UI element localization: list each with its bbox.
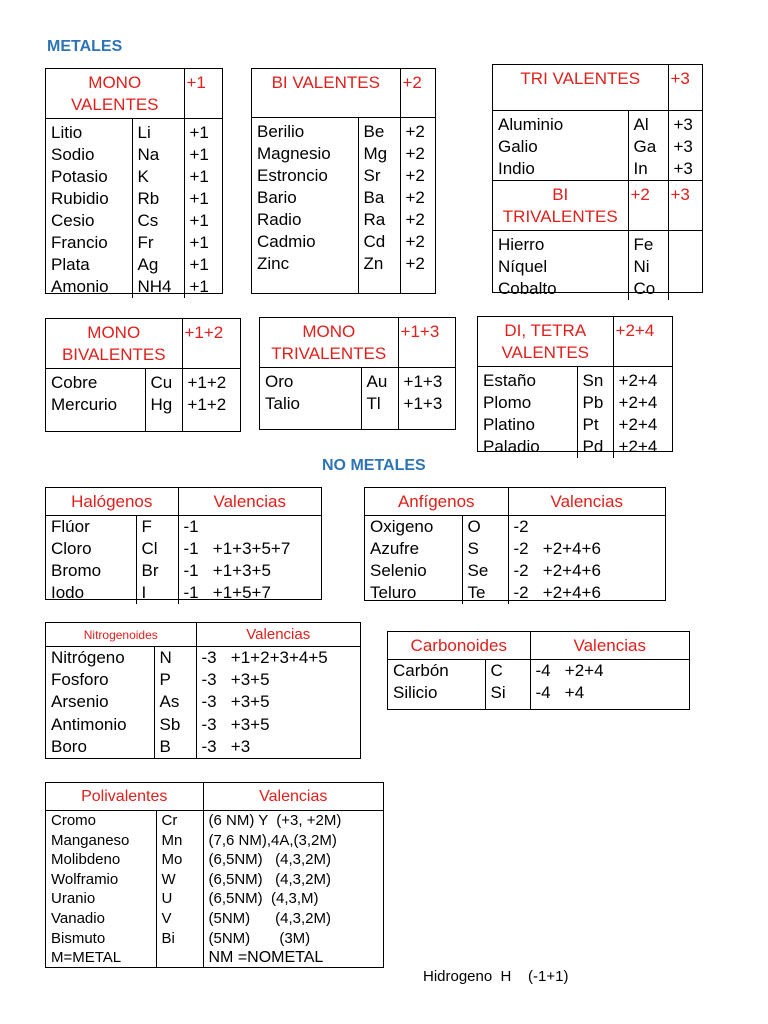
element-valence: +1 <box>184 276 222 298</box>
element-valence: -2 +2+4+6 <box>508 560 665 582</box>
element-name: Cesio <box>51 211 95 230</box>
element-name: Vanadio <box>51 909 105 927</box>
element-valence: (5NM) (4,3,2M) <box>203 909 383 929</box>
element-name: Hierro <box>498 234 545 254</box>
element-name: Oxigeno <box>370 517 434 536</box>
element-symbol: Pt <box>577 414 613 436</box>
element-symbol: Fe <box>628 230 668 256</box>
element-name: Cadmio <box>257 231 316 251</box>
table-trivalentes <box>492 64 703 298</box>
element-name: Manganeso <box>51 831 130 849</box>
element-valence: -3 +1+2+3+4+5 <box>196 647 360 670</box>
element-symbol: Ni <box>628 256 668 278</box>
element-name: Cobalto <box>498 278 557 298</box>
element-valence: +1 <box>184 144 222 166</box>
element-name: Indio <box>498 158 535 178</box>
section-title-metales: METALES <box>47 38 123 55</box>
element-name: Bismuto <box>51 929 106 947</box>
element-name: Selenio <box>370 561 427 580</box>
element-name: Flúor <box>51 517 90 536</box>
element-symbol: Hg <box>145 394 182 416</box>
header-di-tetravalentes: DI, TETRA VALENTES <box>478 317 613 367</box>
element-valence: -2 <box>508 516 665 539</box>
element-symbol: Ra <box>358 209 400 231</box>
element-symbol: S <box>462 538 508 560</box>
element-symbol: W <box>156 870 203 890</box>
header-polivalentes: Polivalentes <box>46 783 203 811</box>
element-symbol: Pb <box>577 392 613 414</box>
element-name: Potasio <box>51 167 108 186</box>
element-symbol: K <box>132 166 184 188</box>
legend-nometal: NM =NOMETAL <box>203 948 383 968</box>
element-valence: +1 <box>184 232 222 254</box>
element-valence: +2 <box>400 165 435 187</box>
header-anfigenos: Anfígenos <box>365 488 508 516</box>
table-carbonoides <box>387 631 690 710</box>
header-valence-b: +3 <box>668 180 702 230</box>
element-name: Wolframio <box>51 870 119 888</box>
header-valencias: Valencias <box>203 783 383 811</box>
element-valence: (7,6 NM),4A,(3,2M) <box>203 831 383 851</box>
element-name: Silicio <box>393 683 438 702</box>
element-valence: +2 <box>400 231 435 253</box>
element-name: Litio <box>51 123 83 142</box>
element-valence: -1 +1+3+5 <box>178 560 321 582</box>
element-symbol: Cs <box>132 210 184 232</box>
element-symbol: F <box>136 516 178 539</box>
header-mono-bivalentes: MONO BIVALENTES <box>46 319 182 369</box>
element-name: Mercurio <box>51 395 118 414</box>
table-di-tetravalentes <box>477 316 673 456</box>
legend-metal: M=METAL <box>51 949 122 967</box>
header-monovalentes: MONO VALENTES <box>46 69 184 119</box>
header-trivalentes: TRI VALENTES <box>493 65 668 110</box>
element-valence: (6,5NM) (4,3,M) <box>203 889 383 909</box>
element-name: Zinc <box>257 253 290 273</box>
header-carbonoides: Carbonoides <box>388 632 530 660</box>
element-valence: +1+3 <box>398 393 455 415</box>
element-symbol: As <box>154 691 196 713</box>
element-name: Carbón <box>393 661 449 680</box>
element-valence: (5NM) (3M) <box>203 929 383 949</box>
header-valence: +3 <box>668 65 702 110</box>
element-valence: -3 +3+5 <box>196 669 360 691</box>
element-valence: (6,5NM) (4,3,2M) <box>203 870 383 890</box>
element-name: Cromo <box>51 812 97 829</box>
element-valence: +1 <box>184 188 222 210</box>
element-valence: +3 <box>668 110 702 136</box>
element-name: Berilio <box>257 121 305 141</box>
element-name: Molibdeno <box>51 851 121 869</box>
element-symbol: Cr <box>156 811 203 831</box>
table-nitrogenoides <box>45 622 361 759</box>
element-symbol: Ga <box>628 136 668 158</box>
element-valence: -2 +2+4+6 <box>508 538 665 560</box>
element-symbol: Sr <box>358 165 400 187</box>
element-symbol: Fr <box>132 232 184 254</box>
element-name: Galio <box>498 136 538 156</box>
element-valence: +2+4 <box>613 367 672 393</box>
header-valencias: Valencias <box>178 488 321 516</box>
element-name: Azufre <box>370 539 420 558</box>
element-valence: -3 +3+5 <box>196 714 360 736</box>
element-symbol: N <box>154 647 196 670</box>
element-name: Sodio <box>51 145 95 164</box>
element-symbol: U <box>156 889 203 909</box>
header-halogenos: Halógenos <box>46 488 178 516</box>
element-symbol: Pd <box>577 436 613 458</box>
element-symbol: Na <box>132 144 184 166</box>
element-symbol: Be <box>358 117 400 143</box>
header-valence: +2+4 <box>613 317 672 367</box>
table-mono-trivalentes <box>259 317 456 430</box>
table-halogenos <box>45 487 322 600</box>
element-name: Iodo <box>51 583 85 602</box>
element-valence: +1 <box>184 166 222 188</box>
element-valence: +2+4 <box>613 436 672 458</box>
header-valencias: Valencias <box>530 632 689 660</box>
element-valence: +1+2 <box>182 394 240 416</box>
element-symbol: Sb <box>154 714 196 736</box>
table-bivalentes <box>251 68 436 294</box>
header-valencias: Valencias <box>508 488 665 516</box>
header-valence-a: +2 <box>628 180 668 230</box>
element-valence: -4 +2+4 <box>530 660 689 683</box>
element-name: Uranio <box>51 890 96 908</box>
element-name: Rubidio <box>51 189 109 208</box>
element-symbol: Ba <box>358 187 400 209</box>
element-valence: +1 <box>184 119 222 145</box>
element-symbol: I <box>136 582 178 604</box>
element-name: Níquel <box>498 256 548 276</box>
element-symbol: Co <box>628 278 668 300</box>
header-valence: +1+3 <box>398 318 455 368</box>
section-title-no-metales: NO METALES <box>322 457 426 474</box>
element-symbol: Sn <box>577 367 613 393</box>
element-symbol: Mg <box>358 143 400 165</box>
element-symbol: P <box>154 669 196 691</box>
element-symbol: Br <box>136 560 178 582</box>
element-valence: +1 <box>184 210 222 232</box>
table-monovalentes <box>45 68 223 294</box>
element-symbol: Au <box>361 368 398 394</box>
element-name: Teluro <box>370 583 417 602</box>
element-name: Boro <box>51 736 87 756</box>
element-symbol: Mn <box>156 831 203 851</box>
element-symbol: Te <box>462 582 508 604</box>
element-name: Aluminio <box>498 114 564 134</box>
element-valence: (6 NM) Y (+3, +2M) <box>203 811 383 831</box>
element-symbol: Bi <box>156 929 203 949</box>
element-name: Nitrógeno <box>51 648 125 667</box>
element-name: Plata <box>51 255 90 274</box>
element-valence: -1 +1+3+5+7 <box>178 538 321 560</box>
element-valence: +3 <box>668 136 702 158</box>
header-valence: +2 <box>400 69 435 117</box>
element-symbol <box>156 948 203 968</box>
element-name: Oro <box>265 372 294 391</box>
element-valence: +2+4 <box>613 392 672 414</box>
table-polivalentes <box>45 782 384 968</box>
element-valence: +1 <box>184 254 222 276</box>
element-symbol: Cl <box>136 538 178 560</box>
element-symbol: Rb <box>132 188 184 210</box>
header-valence: +1 <box>184 69 222 119</box>
element-valence: -1 +1+5+7 <box>178 582 321 604</box>
header-nitrogenoides: Nitrogenoides <box>46 623 196 647</box>
header-mono-trivalentes: MONO TRIVALENTES <box>260 318 398 368</box>
element-symbol: NH4 <box>132 276 184 298</box>
header-valencias: Valencias <box>196 623 360 647</box>
element-name: Fosforo <box>51 670 109 690</box>
element-name: Radio <box>257 209 302 229</box>
table-anfigenos <box>364 487 666 601</box>
element-name: Bromo <box>51 561 102 580</box>
hidrogeno-note: Hidrogeno H (-1+1) <box>423 968 569 985</box>
element-symbol: V <box>156 909 203 929</box>
element-name: Paladio <box>483 437 540 456</box>
element-symbol: Si <box>485 682 530 704</box>
element-valence: -4 +4 <box>530 682 689 704</box>
element-symbol: Mo <box>156 850 203 870</box>
element-symbol: Ag <box>132 254 184 276</box>
element-valence: -2 +2+4+6 <box>508 582 665 604</box>
element-symbol: Tl <box>361 393 398 415</box>
element-name: Cloro <box>51 539 92 558</box>
table-mono-bivalentes <box>45 318 241 432</box>
element-name: Platino <box>483 415 535 434</box>
element-valence: +3 <box>668 158 702 181</box>
element-symbol: Al <box>628 110 668 136</box>
element-symbol: C <box>485 660 530 683</box>
element-symbol: Cu <box>145 369 182 395</box>
element-valence: +2 <box>400 117 435 143</box>
element-name: Estroncio <box>257 165 328 185</box>
element-name: Francio <box>51 233 108 252</box>
element-symbol: In <box>628 158 668 181</box>
element-name: Magnesio <box>257 143 331 163</box>
element-name: Antimonio <box>51 714 127 734</box>
header-valence: +1+2 <box>182 319 240 369</box>
element-valence: +1+2 <box>182 369 240 395</box>
element-symbol: Zn <box>358 253 400 275</box>
element-valence: +1+3 <box>398 368 455 394</box>
element-name: Amonio <box>51 277 109 296</box>
element-name: Talio <box>265 394 300 413</box>
element-symbol: Se <box>462 560 508 582</box>
element-valence: +2 <box>400 143 435 165</box>
element-valence: -1 <box>178 516 321 539</box>
element-valence: -3 +3+5 <box>196 691 360 713</box>
element-valence: +2 <box>400 253 435 275</box>
element-valence: +2 <box>400 209 435 231</box>
element-symbol: Cd <box>358 231 400 253</box>
element-name: Estaño <box>483 371 536 390</box>
element-symbol: Li <box>132 119 184 145</box>
element-valence: +2 <box>400 187 435 209</box>
element-name: Arsenio <box>51 692 109 712</box>
element-symbol: B <box>154 736 196 758</box>
element-valence: (6,5NM) (4,3,2M) <box>203 850 383 870</box>
element-name: Bario <box>257 187 297 207</box>
element-valence: -3 +3 <box>196 736 360 758</box>
header-bivalentes: BI VALENTES <box>252 69 400 117</box>
header-bi-trivalentes: BI TRIVALENTES <box>493 180 628 230</box>
element-valence: +2+4 <box>613 414 672 436</box>
element-name: Plomo <box>483 393 532 412</box>
element-name: Cobre <box>51 373 98 392</box>
element-symbol: O <box>462 516 508 539</box>
